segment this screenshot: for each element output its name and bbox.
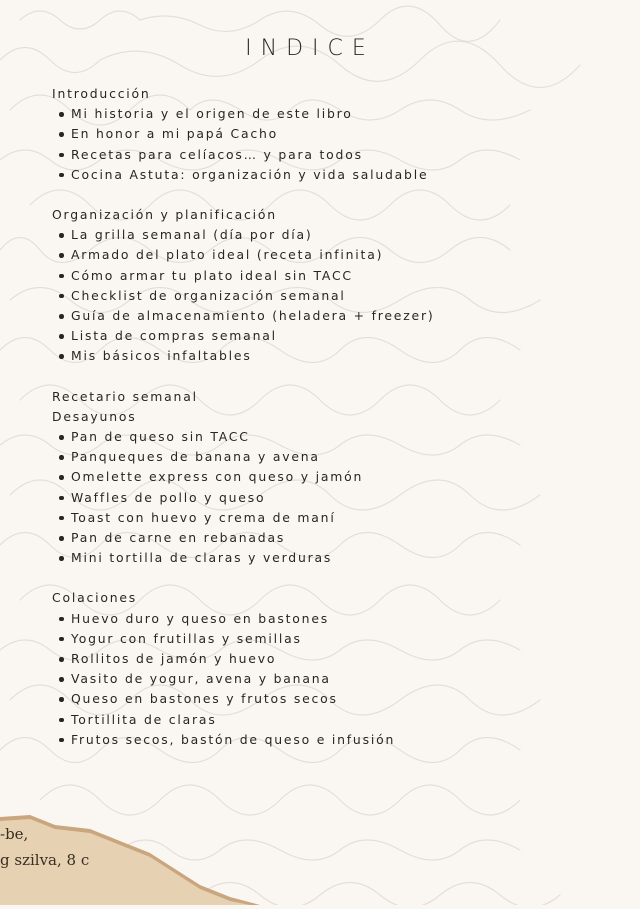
index-content bbox=[52, 84, 612, 750]
list-item: Vasito de yogur, avena y banana bbox=[52, 669, 612, 689]
section-heading-colaciones: Colaciones bbox=[52, 590, 138, 606]
list-item: Mi historia y el origen de este libro bbox=[52, 104, 612, 124]
organizacion-list bbox=[52, 225, 612, 366]
list-item: En honor a mi papá Cacho bbox=[52, 124, 612, 144]
section-subheading-desayunos: Desayunos bbox=[52, 408, 137, 424]
list-item: Mini tortilla de claras y verduras bbox=[52, 548, 612, 568]
list-item: Mis básicos infaltables bbox=[52, 346, 612, 366]
list-item: Recetas para celíacos… y para todos bbox=[52, 145, 612, 165]
list-item: Huevo duro y queso en bastones bbox=[52, 609, 612, 629]
list-item: Frutos secos, bastón de queso e infusión bbox=[52, 730, 612, 750]
list-item: Toast con huevo y crema de maní bbox=[52, 508, 612, 528]
section-heading-organizacion: Organización y planificación bbox=[52, 207, 277, 223]
list-item: Queso en bastones y frutos secos bbox=[52, 689, 612, 709]
list-item: Guía de almacenamiento (heladera + freezer) bbox=[52, 306, 612, 326]
list-item: Armado del plato ideal (receta infinita) bbox=[52, 245, 612, 265]
section-heading-recetario: Recetario semanal bbox=[52, 388, 198, 404]
list-item: Omelette express con queso y jamón bbox=[52, 467, 612, 487]
list-item: Yogur con frutillas y semillas bbox=[52, 629, 612, 649]
list-item: Tortillita de claras bbox=[52, 710, 612, 730]
torn-paper-line-1: -be, bbox=[0, 825, 29, 843]
page-title: INDICE bbox=[245, 36, 375, 61]
list-item: Checklist de organización semanal bbox=[52, 286, 612, 306]
torn-paper-scrap bbox=[0, 795, 300, 905]
list-item: Cómo armar tu plato ideal sin TACC bbox=[52, 266, 612, 286]
desayunos-list bbox=[52, 427, 612, 568]
section-heading-intro: Introducción bbox=[52, 86, 151, 101]
list-item: Cocina Astuta: organización y vida saludable bbox=[52, 165, 612, 185]
intro-list bbox=[52, 104, 612, 185]
list-item: Waffles de pollo y queso bbox=[52, 488, 612, 508]
list-item: Lista de compras semanal bbox=[52, 326, 612, 346]
list-item: Pan de queso sin TACC bbox=[52, 427, 612, 447]
torn-paper-graphic bbox=[0, 795, 300, 905]
colaciones-list bbox=[52, 609, 612, 750]
list-item: Pan de carne en rebanadas bbox=[52, 528, 612, 548]
torn-paper-line-2: g szilva, 8 c bbox=[0, 851, 90, 869]
list-item: Rollitos de jamón y huevo bbox=[52, 649, 612, 669]
list-item: La grilla semanal (día por día) bbox=[52, 225, 612, 245]
list-item: Panqueques de banana y avena bbox=[52, 447, 612, 467]
